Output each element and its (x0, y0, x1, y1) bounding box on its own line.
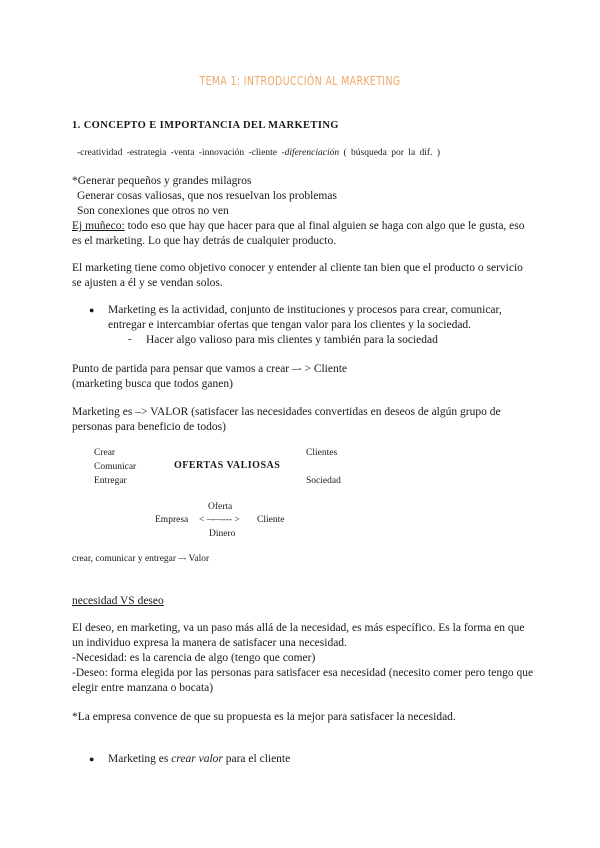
keywords-plain: -creatividad -estrategia -venta -innovación -cliente - (77, 148, 285, 158)
crear-valor-post: para el cliente (222, 753, 291, 765)
diagram-clientes: Clientes (306, 448, 338, 458)
deseo-paragraph: El deseo, en marketing, va un paso más allá de la necesidad, es más específico. Es la forma en que un individuo expresa la manera de satisfacer una necesidad. (72, 622, 525, 649)
exchange-oferta: Oferta (208, 502, 233, 512)
definition-bullet: Marketing es la actividad, conjunto de instituciones y procesos para crear, comunicar, entregar e intercambiar ofertas que tengan valor para los clientes y la sociedad. (108, 304, 502, 331)
bullet-dot: ● (89, 754, 95, 764)
diagram-comunicar: Comunicar (94, 462, 137, 472)
bullet-dot: ● (89, 305, 95, 315)
objective-paragraph: El marketing tiene como objetivo conocer y entender al cliente tan bien que el producto o servicio se ajusten a él y se vendan solos. (72, 262, 523, 289)
crear-valor-italic: crear valor (171, 753, 223, 765)
diagram-entregar: Entregar (94, 476, 127, 486)
starting-point-line: Punto de partida para pensar que vamos a crear –- > Cliente (72, 363, 348, 375)
exchange-dinero: Dinero (209, 529, 236, 539)
diagram-crear: Crear (94, 448, 116, 458)
company-note: *La empresa convence de que su propuesta es la mejor para satisfacer la necesidad. (72, 711, 456, 723)
page-title: TEMA 1: INTRODUCCIÓN AL MARKETING (199, 74, 401, 88)
crear-valor-bullet (108, 752, 290, 767)
win-win-line: (marketing busca que todos ganen) (72, 378, 233, 390)
keyword-list (77, 148, 440, 158)
diagram-ofertas-valiosas: OFERTAS VALIOSAS (174, 460, 281, 471)
summary-line: crear, comunicar y entregar –- Valor (72, 554, 210, 564)
note-conexiones: Son conexiones que otros no ven (77, 205, 229, 217)
deseo-definition: -Deseo: forma elegida por las personas para satisfacer esa necesidad (necesito comer pero tengo que elegir entre manzana o bocata) (72, 667, 534, 694)
note-cosas-valiosas: Generar cosas valiosas, que nos resuelvan los problemas (77, 190, 337, 202)
note-milagros: *Generar pequeños y grandes milagros (72, 175, 252, 187)
sub-bullet-valioso: Hacer algo valioso para mis clientes y también para la sociedad (146, 334, 438, 346)
muneco-paragraph (72, 219, 532, 249)
muneco-text: todo eso que hay que hacer para que al final alguien se haga con algo que le gusta, eso es el marketing. Lo que hay detrás de cualquier producto. (72, 220, 525, 247)
diagram-sociedad: Sociedad (306, 476, 341, 486)
section-heading-concepto: 1. CONCEPTO E IMPORTANCIA DEL MARKETING (72, 120, 339, 131)
sub-bullet-dash: - (128, 333, 132, 345)
crear-valor-pre: Marketing es (108, 753, 172, 765)
necesidad-definition: -Necesidad: es la carencia de algo (tengo que comer) (72, 652, 316, 664)
value-paragraph: Marketing es –> VALOR (satisfacer las necesidades convertidas en deseos de algún grupo de personas para beneficio de todos) (72, 406, 501, 433)
muneco-label: Ej muñeco: (72, 220, 125, 232)
keywords-note: ( búsqueda por la dif. ) (339, 148, 440, 158)
section-heading-necesidad: necesidad VS deseo (72, 595, 164, 607)
keyword-diferenciacion: diferenciación (284, 148, 340, 158)
exchange-arrow: < –-–---- > (199, 515, 240, 525)
exchange-cliente: Cliente (257, 515, 285, 525)
exchange-empresa: Empresa (155, 515, 189, 525)
